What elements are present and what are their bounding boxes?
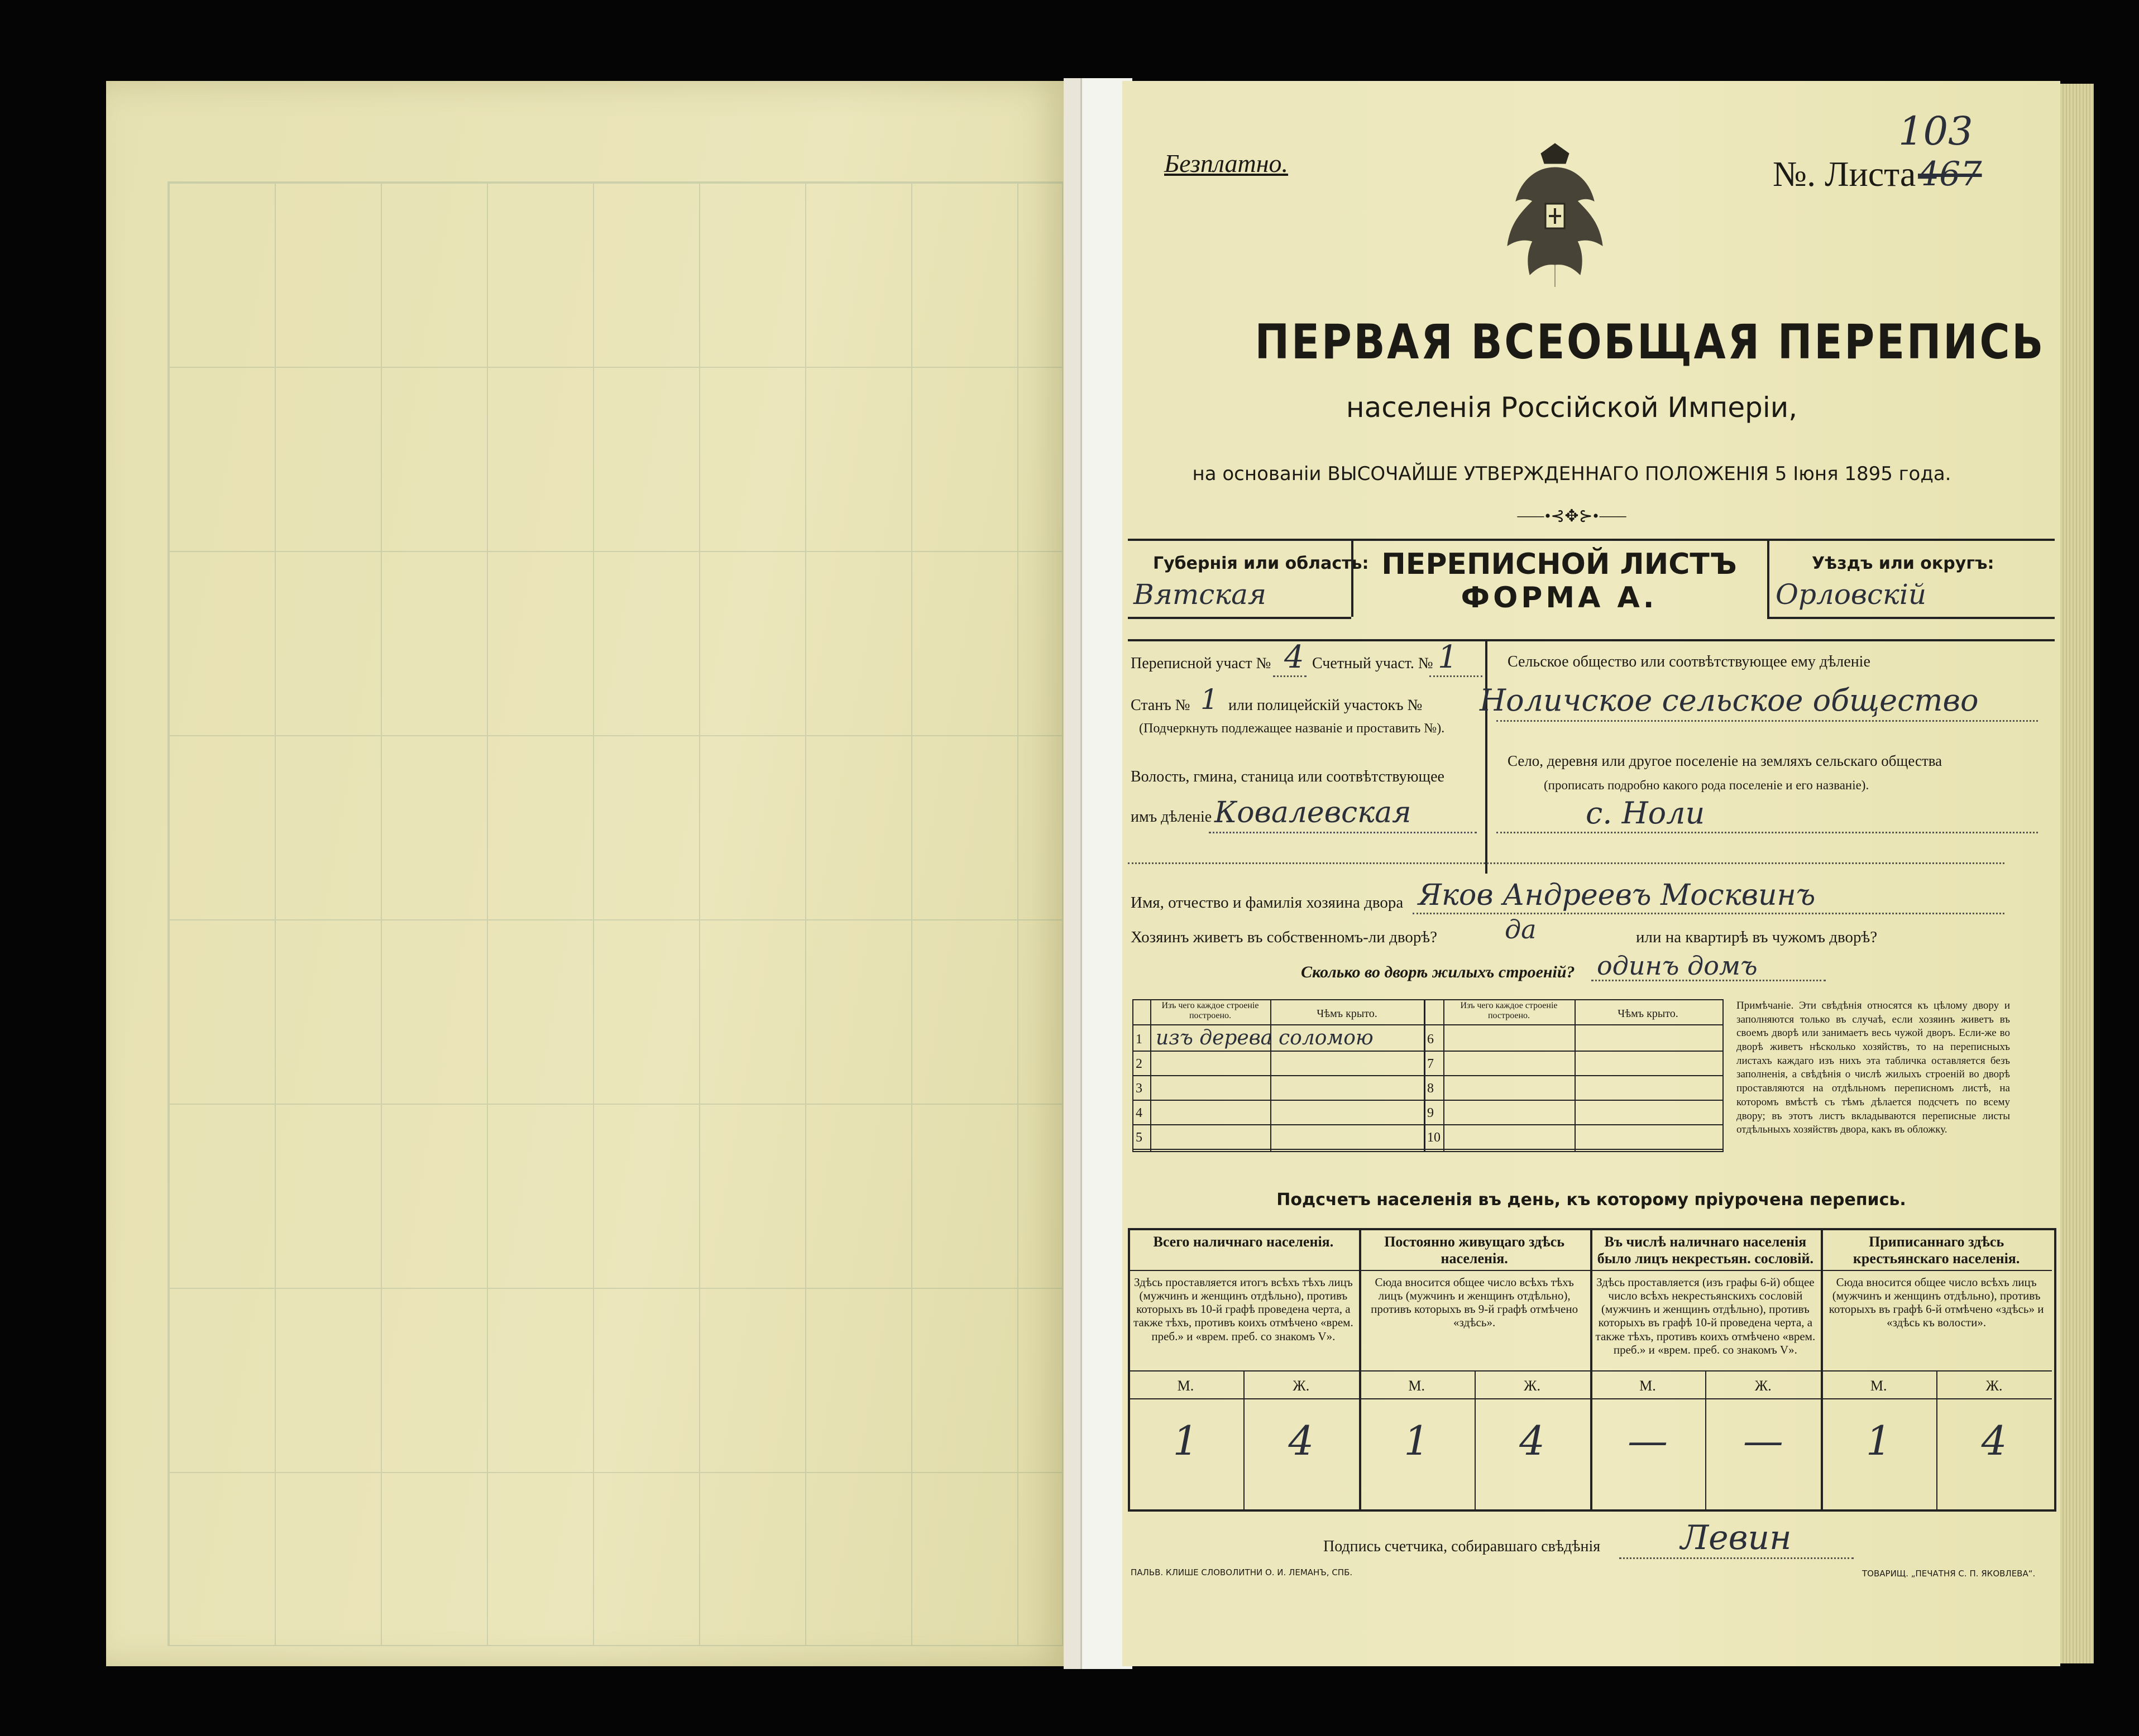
buildings-row-rule [1132, 1075, 1424, 1076]
village-note: (прописать подробно какого рода поселеніе и его названіе). [1544, 778, 1869, 792]
police-station-label: или полицейскій участокъ № [1228, 697, 1423, 714]
summary-values-rule [1359, 1398, 1590, 1399]
buildings-note: Примѣчаніе. Эти свѣдѣнія относятся къ цѣлому двору и заполняются только въ случаѣ, если хозяинъ живетъ въ своемъ дворѣ или занимаетъ весь чужой дворъ. Если-же во дворѣ живетъ нѣсколько хозяйствъ, то на переписныхъ листахъ каждаго изъ нихъ эта табличка оставляется безъ заполненія, а свѣдѣнія о числѣ жилыхъ строеній во дворѣ проставляются на отдѣльномъ переписномъ листѣ, на которомъ вмѣстѣ съ тѣмъ дѣлается подсчетъ по всему двору; въ этотъ листъ вкладываются переписные листы отдѣльныхъ хозяйствъ двора, какъ въ обложку. [1736, 1000, 2010, 1136]
society-line [1496, 720, 2038, 722]
buildings-row-number: 7 [1427, 1057, 1434, 1071]
row1-built-value: изъ дерева [1156, 1027, 1273, 1049]
summary-column-head: Приписаннаго здѣсь крестьянскаго населенія. [1853, 1234, 2020, 1267]
buildings-row-number: 1 [1136, 1032, 1142, 1047]
sheet-number-label: №. Листа [1773, 154, 1916, 194]
male-count: 1 [1404, 1417, 1430, 1464]
society-value: Ноличское сельское общество [1480, 683, 1979, 718]
buildings-value: одинъ домъ [1597, 951, 1758, 981]
census-district-value: 4 [1284, 639, 1304, 675]
buildings-row-number: 10 [1427, 1130, 1441, 1145]
summary-column-head: Въ числѣ наличнаго населенія было лицъ некрестьян. сословій. [1597, 1234, 1814, 1267]
ornament-divider: ⸺•⊰✥⊱•⸺ [1516, 507, 1627, 525]
col-roof-left: Чѣмъ крыто. [1317, 1008, 1377, 1020]
male-label: М. [1408, 1378, 1425, 1394]
buildings-row-rule [1132, 1051, 1424, 1052]
buildings-row-number: 2 [1136, 1057, 1142, 1071]
summary-column-head: Всего наличнаго населенія. [1153, 1234, 1334, 1250]
imperial-eagle-icon [1502, 142, 1608, 304]
census-title: ПЕРВАЯ ВСЕОБЩАЯ ПЕРЕПИСЬ [1255, 314, 2045, 370]
page-edges [2060, 84, 2094, 1663]
village-value: с. Ноли [1586, 795, 1705, 831]
buildings-row-number: 5 [1136, 1130, 1142, 1145]
female-count: 4 [1981, 1417, 2007, 1464]
volost-label-line1: Волость, гмина, станица или соотвѣтствующее [1131, 768, 1444, 785]
underline-note: (Подчеркнуть подлежащее названіе и проставить №). [1139, 721, 1445, 736]
female-count: — [1743, 1417, 1783, 1464]
volost-label-line2: имъ дѣленіе [1131, 808, 1212, 826]
own-yard-label: Хозяинъ живетъ въ собственномъ-ли дворѣ? [1131, 928, 1437, 946]
census-district-label: Переписной участ № [1131, 655, 1271, 672]
stan-value: 1 [1200, 683, 1218, 716]
form-header-top-rule [1128, 539, 2055, 541]
signature-line [1619, 1557, 1854, 1559]
summary-column-description: Сюда вносится общее число всѣхъ тѣхъ лицъ (мужчинъ и женщинъ отдѣльно), противъ которыхъ въ 9-й графѣ отмѣчено «здѣсь». [1371, 1275, 1578, 1330]
row1-roof-value: соломою [1279, 1027, 1374, 1049]
buildings-line [1591, 980, 1826, 981]
buildings-label: Сколько во дворѣ жилыхъ строеній? [1301, 963, 1575, 981]
col-built-right: Изъ чего каждое строеніе построено. [1460, 1001, 1558, 1021]
form-title-line1: ПЕРЕПИСНОЙ ЛИСТЪ [1381, 548, 1737, 581]
summary-head-rule [1128, 1270, 1359, 1271]
uezd-underline [1767, 617, 2055, 619]
gubernia-underline [1128, 617, 1351, 619]
buildings-row-rule [1424, 1100, 1724, 1101]
uezd-label: Уѣздъ или округъ: [1812, 554, 1994, 573]
buildings-row-rule [1132, 1124, 1424, 1125]
male-count: — [1627, 1417, 1668, 1464]
female-label: Ж. [1293, 1378, 1310, 1394]
buildings-row-rule [1424, 1051, 1724, 1052]
society-label: Сельское общество или соотвѣтствующее ему дѣленіе [1508, 653, 1870, 670]
signature-label: Подпись счетчика, собиравшаго свѣдѣнія [1323, 1538, 1601, 1555]
buildings-row-number: 8 [1427, 1081, 1434, 1096]
address-bottom-line [1128, 862, 2004, 864]
apartment-label: или на квартирѣ въ чужомъ дворѣ? [1636, 928, 1878, 946]
buildings-row-number: 3 [1136, 1081, 1142, 1096]
summary-values-rule [1821, 1398, 2052, 1399]
summary-head-rule [1359, 1270, 1590, 1271]
sheet-number-handwritten: 103 [1898, 108, 1973, 154]
summary-title: Подсчетъ населенія въ день, къ которому пріурочена перепись. [1276, 1190, 1906, 1210]
footer-right: ТОВАРИЩ. „ПЕЧАТНЯ С. П. ЯКОВЛЕВА“. [1862, 1569, 2036, 1579]
owner-value: Яков Андреевъ Москвинъ [1418, 879, 1816, 912]
col-roof-right: Чѣмъ крыто. [1618, 1008, 1678, 1020]
count-district-label: Счетный участ. № [1312, 655, 1433, 672]
census-subtitle: населенія Россійской Имперіи, [1346, 391, 1798, 424]
summary-column-description: Здѣсь проставляется (изъ графы 6-й) общее число всѣхъ некрестьянскихъ сословій (мужчинъ и женщинъ отдѣльно), противъ которыхъ въ графѣ 10-й проведена черта, а также тѣхъ, противъ коихъ отмѣчено «врем. преб.» и «врем. преб. со знакомъ V». [1595, 1275, 1816, 1356]
summary-head-rule [1821, 1270, 2052, 1271]
address-section-divider [1485, 639, 1487, 874]
village-line [1496, 832, 2038, 833]
buildings-row-rule [1132, 1100, 1424, 1101]
volost-line [1209, 832, 1477, 833]
buildings-row-number: 6 [1427, 1032, 1434, 1047]
female-label: Ж. [1524, 1378, 1540, 1394]
sheet-number-struck: 467 [1918, 155, 1982, 194]
left-page [106, 81, 1066, 1666]
count-district-line [1429, 675, 1482, 677]
form-header-divider-right [1767, 539, 1769, 617]
signature-value: Левин [1681, 1518, 1792, 1557]
male-count: 1 [1865, 1417, 1892, 1464]
summary-column-description: Сюда вносится общее число всѣхъ лицъ (мужчинъ и женщинъ отдѣльно), противъ которыхъ въ графѣ 6-й отмѣчено «здѣсь» и «здѣсь къ волости». [1829, 1275, 2044, 1330]
female-label: Ж. [1754, 1378, 1772, 1394]
owner-label: Имя, отчество и фамилія хозяина двора [1131, 894, 1404, 912]
buildings-row-rule [1424, 1075, 1724, 1076]
census-district-line [1273, 675, 1307, 677]
volost-value: Ковалевская [1214, 796, 1411, 829]
male-count: 1 [1173, 1417, 1199, 1464]
bleed-through-grid [168, 181, 1063, 1646]
stan-label: Станъ № [1131, 697, 1190, 714]
form-title-line2: ФОРМА А. [1461, 581, 1658, 615]
summary-head-rule [1590, 1270, 1821, 1271]
address-section-top-rule [1128, 639, 2055, 641]
buildings-row-number: 9 [1427, 1106, 1434, 1120]
gubernia-label: Губернія или область: [1153, 554, 1369, 573]
own-yard-value: да [1505, 914, 1537, 944]
census-basis: на основаніи ВЫСОЧАЙШЕ УТВЕРЖДЕННАГО ПОЛОЖЕНІЯ 5 Іюня 1895 года. [1192, 463, 1951, 485]
buildings-row-rule [1424, 1149, 1724, 1150]
owner-line [1413, 913, 2004, 914]
female-count: 4 [1519, 1417, 1545, 1464]
village-label: Село, деревня или другое поселеніе на земляхъ сельскаго общества [1508, 752, 1942, 769]
male-label: М. [1639, 1378, 1656, 1394]
summary-column-description: Здѣсь проставляется итогъ всѣхъ тѣхъ лицъ (мужчинъ и женщинъ отдѣльно), противъ которыхъ въ 10-й графѣ проведена черта, а также тѣхъ, противъ коихъ отмѣчено «врем. преб.» и «врем. преб. со знакомъ V». [1133, 1275, 1353, 1343]
count-district-value: 1 [1438, 639, 1458, 675]
buildings-table-header-rule [1132, 1024, 1724, 1025]
buildings-row-rule [1132, 1149, 1424, 1150]
free-label: Безплатно. [1164, 149, 1289, 178]
col-built-left: Изъ чего каждое строеніе построено. [1161, 1001, 1259, 1021]
female-label: Ж. [1985, 1378, 2003, 1394]
footer-left: ПАЛЬВ. КЛИШЕ СЛОВОЛИТНИ О. И. ЛЕМАНЪ, СПБ. [1131, 1567, 1353, 1577]
summary-values-rule [1128, 1398, 1359, 1399]
male-label: М. [1177, 1378, 1194, 1394]
buildings-row-rule [1424, 1124, 1724, 1125]
female-count: 4 [1288, 1417, 1314, 1464]
gubernia-value: Вятская [1133, 578, 1267, 611]
male-label: М. [1870, 1378, 1887, 1394]
buildings-row-number: 4 [1136, 1106, 1142, 1120]
summary-values-rule [1590, 1398, 1821, 1399]
summary-column-head: Постоянно живущаго здѣсь населенія. [1384, 1234, 1565, 1267]
uezd-value: Орловскій [1776, 578, 1927, 611]
